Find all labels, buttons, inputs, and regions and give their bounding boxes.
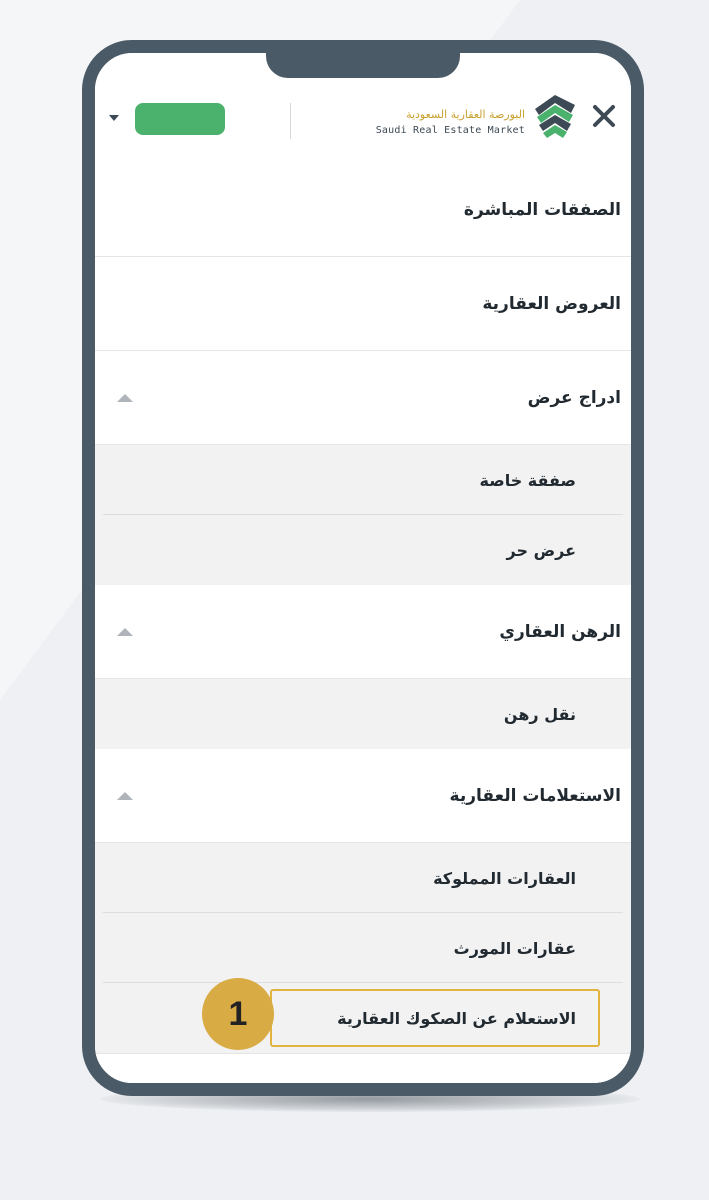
menu-item-list-offer[interactable] (95, 351, 631, 445)
chevron-up-icon (117, 394, 133, 402)
submenu-item-deed-inquiry[interactable] (95, 983, 631, 1053)
highlight-box (270, 989, 600, 1047)
user-account-button[interactable] (135, 103, 225, 135)
logo-icon (529, 91, 581, 141)
phone-frame (82, 40, 644, 1096)
menu-item-inquiries[interactable] (95, 749, 631, 843)
submenu-item-transfer-mortgage[interactable] (95, 679, 631, 749)
chevron-up-icon (117, 792, 133, 800)
menu-item-label: الصفقات المباشرة (463, 199, 621, 220)
submenu-mortgage (95, 679, 631, 749)
chevron-down-icon[interactable] (109, 115, 119, 121)
submenu-inquiries (95, 843, 631, 1053)
menu-item-label: الاستعلامات العقارية (449, 785, 621, 806)
menu-item-partial[interactable] (95, 1053, 631, 1096)
menu-item-label: الرهن العقاري (499, 621, 621, 642)
logo-text-english: Saudi Real Estate Market (375, 125, 525, 136)
menu-item-mortgage[interactable] (95, 585, 631, 679)
chevron-up-icon (117, 628, 133, 636)
logo-text-arabic: البورصة العقارية السعودية (406, 108, 525, 121)
submenu-item-label: العقارات المملوكة (433, 868, 576, 888)
phone-notch (266, 40, 460, 78)
menu-item-label: العروض العقارية (482, 293, 621, 314)
menu-item-label: ادراج عرض (527, 387, 621, 408)
submenu-item-free-offer[interactable] (95, 515, 631, 585)
menu-item-real-estate-offers[interactable] (95, 257, 631, 351)
submenu-item-label: عرض حر (506, 540, 576, 560)
submenu-item-label: عقارات المورث (453, 938, 576, 958)
submenu-item-label: صفقة خاصة (479, 470, 576, 490)
submenu-item-label: نقل رهن (503, 704, 576, 724)
submenu-item-private-deal[interactable] (95, 445, 631, 515)
navigation-menu (95, 163, 631, 1096)
submenu-item-inherited-properties[interactable] (95, 913, 631, 983)
menu-item-direct-deals[interactable] (95, 163, 631, 257)
close-icon[interactable] (587, 99, 621, 133)
phone-screen (95, 53, 631, 1083)
submenu-list-offer (95, 445, 631, 585)
step-badge: 1 (202, 978, 274, 1050)
header-divider (290, 103, 291, 139)
submenu-item-owned-properties[interactable] (95, 843, 631, 913)
submenu-item-label: الاستعلام عن الصكوك العقارية (337, 1008, 576, 1028)
